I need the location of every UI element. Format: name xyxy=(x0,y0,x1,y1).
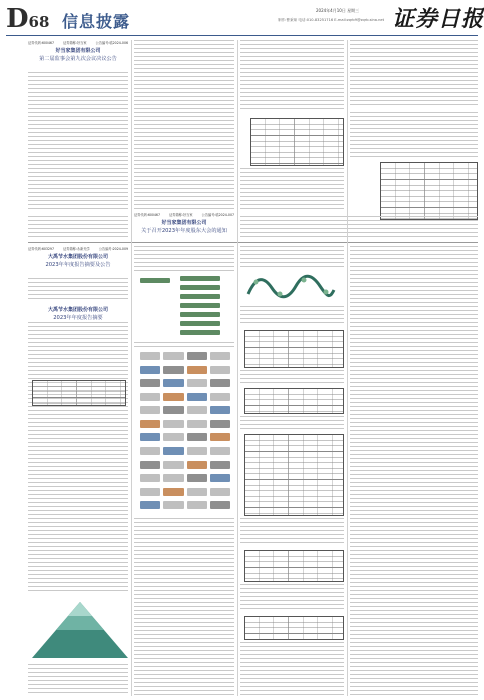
partner-logo xyxy=(187,366,207,374)
data-table xyxy=(250,118,344,166)
partner-logo xyxy=(163,433,183,441)
text-column xyxy=(240,40,344,110)
flow-node xyxy=(180,303,220,308)
text-column xyxy=(134,246,234,274)
partner-logo xyxy=(140,420,160,428)
text-column xyxy=(240,584,344,612)
text-column xyxy=(28,322,128,592)
text-column xyxy=(240,518,344,546)
process-node xyxy=(302,278,307,283)
announcement-header xyxy=(28,40,128,70)
notice-number: 公告编号:2024-009 xyxy=(98,247,128,251)
text-column xyxy=(28,72,128,212)
partner-logo xyxy=(210,420,230,428)
announcement-title: 第二届监事会第九次会议决议公告 xyxy=(39,56,117,62)
text-column xyxy=(240,246,344,270)
announcement-header xyxy=(28,246,128,276)
process-curve xyxy=(248,276,334,297)
partner-logo xyxy=(210,406,230,414)
data-table xyxy=(244,550,344,582)
announcement-title: 2023年年度报告摘要及公告 xyxy=(45,262,111,268)
partner-logo xyxy=(163,406,183,414)
partner-logo xyxy=(140,366,160,374)
stock-code: 证券代码:600467 xyxy=(134,213,160,217)
partner-logo xyxy=(187,433,207,441)
partner-logo xyxy=(210,474,230,482)
column-divider xyxy=(237,40,238,696)
pyramid-top xyxy=(68,602,92,616)
page-number xyxy=(6,4,49,34)
partner-logo xyxy=(210,501,230,509)
issue-date: 2024年4月10日 星期三 xyxy=(316,8,360,13)
partner-logo xyxy=(187,488,207,496)
announcement-company: 好当家集团有限公司 xyxy=(161,220,207,226)
partner-logo xyxy=(163,474,183,482)
process-diagram xyxy=(246,272,336,304)
stock-abbr: 证券简称:好当家 xyxy=(63,41,87,45)
partner-logo xyxy=(163,420,183,428)
flow-node xyxy=(140,278,170,283)
masthead xyxy=(0,0,484,36)
partner-logo xyxy=(163,393,183,401)
text-column xyxy=(240,642,344,696)
partner-logo xyxy=(163,447,183,455)
editor-line: 制作:曹秉琛 电话:010-83251716 E-mail:zqrb9@zqrb.sina.net xyxy=(278,18,385,22)
partner-logo xyxy=(163,379,183,387)
flow-node xyxy=(180,321,220,326)
section-divider xyxy=(28,242,478,243)
partner-logo xyxy=(140,433,160,441)
partner-logo xyxy=(187,420,207,428)
text-column xyxy=(240,370,344,384)
partner-logo xyxy=(140,474,160,482)
partner-logo xyxy=(187,474,207,482)
text-column xyxy=(350,40,478,106)
partner-logo xyxy=(140,393,160,401)
page-letter: D xyxy=(6,4,29,34)
process-node xyxy=(254,280,259,285)
column-divider xyxy=(131,40,132,696)
announcement-title: 关于召开2023年年度股东大会的通知 xyxy=(141,228,227,234)
partner-logo xyxy=(163,488,183,496)
data-table xyxy=(32,380,126,406)
partner-logo xyxy=(210,461,230,469)
announcement-title: 2023年年度报告摘要 xyxy=(53,315,103,320)
announcement-header xyxy=(134,212,234,242)
partner-logo xyxy=(210,433,230,441)
section-title: 信息披露 xyxy=(62,12,131,31)
partner-logo xyxy=(210,352,230,360)
partner-logo xyxy=(210,447,230,455)
process-node xyxy=(324,290,329,295)
data-table xyxy=(244,434,344,516)
partner-logo xyxy=(187,447,207,455)
announcement-meta xyxy=(28,40,128,45)
text-column xyxy=(350,112,478,158)
text-column xyxy=(28,664,128,696)
partner-logo xyxy=(163,461,183,469)
partner-logo xyxy=(187,393,207,401)
partner-logo xyxy=(187,461,207,469)
stock-code: 证券代码:600467 xyxy=(28,41,54,45)
partner-logo xyxy=(140,352,160,360)
flow-node xyxy=(180,294,220,299)
text-column xyxy=(134,342,234,350)
flow-diagram xyxy=(140,276,230,340)
partner-logo xyxy=(210,379,230,387)
announcement-company: 好当家集团有限公司 xyxy=(55,48,101,54)
stock-code: 证券代码:603297 xyxy=(28,247,54,251)
partner-logo-grid xyxy=(140,352,230,512)
text-column xyxy=(240,306,344,326)
text-column xyxy=(240,168,344,212)
text-column xyxy=(28,216,128,238)
text-column xyxy=(350,246,478,696)
announcement-meta xyxy=(134,212,234,217)
announcement-header xyxy=(28,304,128,320)
pyramid-diagram xyxy=(30,600,130,660)
partner-logo xyxy=(187,406,207,414)
text-column xyxy=(240,216,478,238)
partner-logo xyxy=(163,366,183,374)
text-column xyxy=(240,416,344,430)
notice-number: 公告编号:临2024-007 xyxy=(201,213,234,217)
announcement-company: 大禹节水集团股份有限公司 xyxy=(47,254,108,260)
stock-abbr: 证券简称:好当家 xyxy=(169,213,193,217)
text-column xyxy=(134,518,234,696)
column-divider xyxy=(347,40,348,696)
text-column xyxy=(28,278,128,302)
flow-node xyxy=(180,285,220,290)
announcement-company: 大禹节水集团股份有限公司 xyxy=(47,307,108,313)
partner-logo xyxy=(140,379,160,387)
process-node xyxy=(278,292,283,297)
data-table xyxy=(244,330,344,368)
partner-logo xyxy=(140,406,160,414)
partner-logo xyxy=(140,488,160,496)
data-table xyxy=(244,616,344,640)
partner-logo xyxy=(163,352,183,360)
brand-logo: 证券日报 xyxy=(392,6,484,32)
text-column xyxy=(134,40,234,212)
partner-logo xyxy=(163,501,183,509)
partner-logo xyxy=(187,501,207,509)
flow-node xyxy=(180,276,220,281)
masthead-rule xyxy=(6,35,478,36)
data-table xyxy=(244,388,344,414)
flow-node xyxy=(180,330,220,335)
partner-logo xyxy=(140,501,160,509)
partner-logo xyxy=(187,352,207,360)
partner-logo xyxy=(210,366,230,374)
partner-logo xyxy=(210,393,230,401)
partner-logo xyxy=(140,461,160,469)
stock-abbr: 证券简称:永新光学 xyxy=(63,247,90,251)
partner-logo xyxy=(140,447,160,455)
page-num: 68 xyxy=(28,13,50,31)
partner-logo xyxy=(187,379,207,387)
data-table xyxy=(380,162,478,220)
flow-node xyxy=(180,312,220,317)
partner-logo xyxy=(210,488,230,496)
announcement-meta xyxy=(28,246,128,251)
notice-number: 公告编号:临2024-006 xyxy=(95,41,128,45)
